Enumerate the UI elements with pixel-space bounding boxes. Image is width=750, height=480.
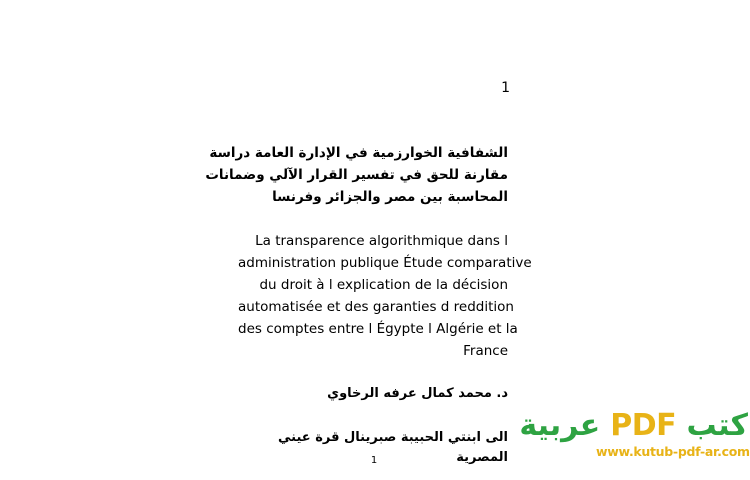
watermark-url: www.kutub-pdf-ar.com: [596, 444, 750, 459]
french-title: [238, 230, 532, 362]
french-title-line: La transparence algorithmique dans l: [255, 233, 508, 249]
watermark-word-pdf: PDF: [610, 408, 677, 443]
arabic-title-line: مقارنة للحق في تفسير القرار الآلي وضمانات: [205, 167, 508, 183]
watermark-logo-text: [519, 408, 748, 444]
watermark-logo: [519, 408, 750, 460]
watermark-word-arabiya: عربية: [519, 408, 601, 443]
page-number-top: 1: [501, 80, 510, 96]
french-title-line: du droit à l explication de la décision: [259, 277, 508, 293]
arabic-title-line: المحاسبة بين مصر والجزائر وفرنسا: [272, 189, 508, 205]
arabic-title: [205, 142, 508, 208]
french-title-line: administration publique Étude comparative: [238, 255, 532, 271]
arabic-title-line: الشفافية الخوارزمية في الإدارة العامة دراسة: [209, 145, 508, 161]
author-name: د. محمد كمال عرفه الرخاوي: [327, 386, 508, 401]
french-title-line: France: [463, 343, 508, 359]
french-title-line: des comptes entre l Égypte l Algérie et la: [238, 321, 518, 337]
watermark-word-kutub: كتب: [686, 408, 748, 443]
page-number-bottom: 1: [370, 455, 378, 466]
dedication: الى ابنتي الحبيبة صبرينال قرة عيني المصرية: [278, 430, 508, 465]
french-title-line: automatisée et des garanties d reddition: [238, 299, 514, 315]
